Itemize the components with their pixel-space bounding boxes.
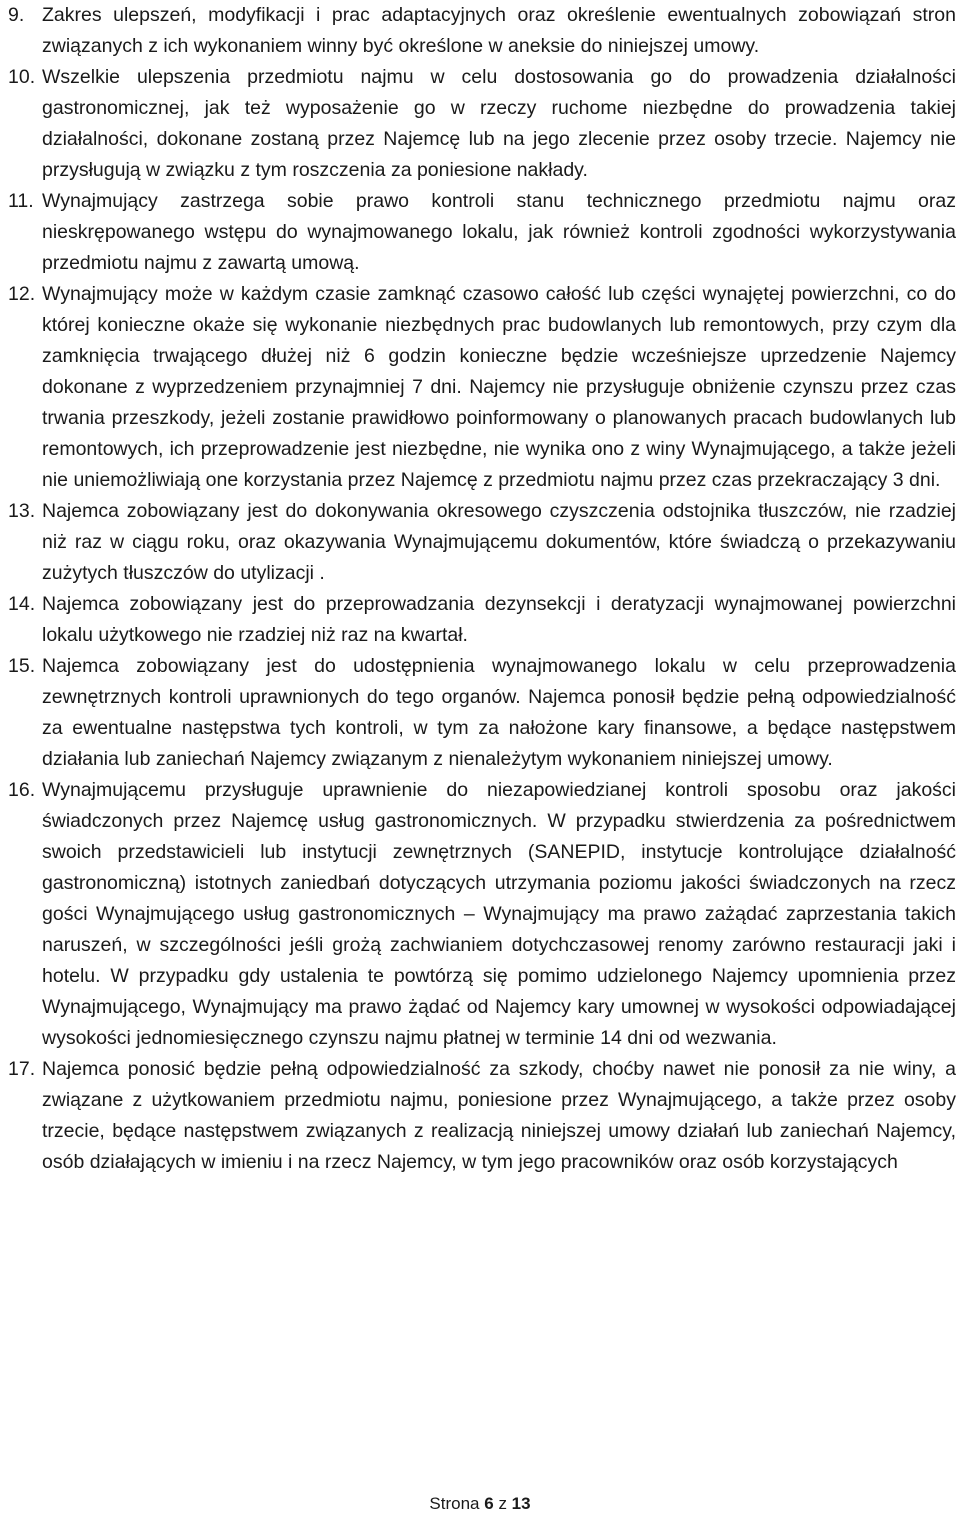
clause-10 — [8, 62, 956, 186]
clause-text: Wszelkie ulepszenia przedmiotu najmu w celu dostosowania go do prowadzenia działalności gastronomicznej, jak też wyposażenie go w rzeczy ruchome niezbędne do prowadzenia takiej działalności, dokonane zostaną przez Najemcę lub na jego zlecenie przez osoby trzecie. Najemcy nie przysługują w związku z tym roszczenia za poniesione nakłady. — [42, 66, 956, 181]
clause-number: 11. — [8, 190, 34, 212]
clause-number: 13. — [8, 500, 36, 522]
page-separator: z — [498, 1494, 507, 1513]
document-body — [8, 0, 956, 1178]
clause-number: 10. — [8, 66, 36, 88]
clause-17 — [8, 1054, 956, 1178]
clause-text: Najemca zobowiązany jest do udostępnienia wynajmowanego lokalu w celu przeprowadzenia zewnętrznych kontroli uprawnionych do tego organów. Najemca ponosił będzie pełną odpowiedzialność za ewentualne następstwa tych kontroli, w tym za nałożone kary finansowe, a będące następstwem działania lub zaniechań Najemcy związanym z nienależytym wykonaniem niniejszej umowy. — [42, 655, 956, 770]
clause-number: 17. — [8, 1058, 36, 1080]
clause-12 — [8, 279, 956, 496]
clause-text: Wynajmujący zastrzega sobie prawo kontroli stanu technicznego przedmiotu najmu oraz nieskrępowanego wstępu do wynajmowanego lokalu, jak również kontroli zgodności wykorzystywania przedmiotu najmu z zawartą umową. — [42, 190, 956, 274]
clause-text: Najemca zobowiązany jest do dokonywania okresowego czyszczenia odstojnika tłuszczów, nie rzadziej niż raz w ciągu roku, oraz okazywania Wynajmującemu dokumentów, które świadczą o przekazywaniu zużytych tłuszczów do utylizacji . — [42, 500, 956, 584]
clause-number: 15. — [8, 655, 36, 677]
clause-number: 9. — [8, 4, 25, 26]
clause-number: 14. — [8, 593, 36, 615]
page-current: 6 — [484, 1494, 494, 1513]
clause-text: Najemca zobowiązany jest do przeprowadzania dezynsekcji i deratyzacji wynajmowanej powierzchni lokalu użytkowego nie rzadziej niż raz na kwartał. — [42, 593, 956, 646]
clause-14 — [8, 589, 956, 651]
page-footer — [0, 1494, 960, 1514]
clause-text: Wynajmującemu przysługuje uprawnienie do niezapowiedzianej kontroli sposobu oraz jakości świadczonych przez Najemcę usług gastronomicznych. W przypadku stwierdzenia za pośrednictwem swoich przedstawicieli lub instytucji zewnętrznych (SANEPID, instytucje kontrolujące działalność gastronomiczną) istotnych zaniedbań dotyczących utrzymania poziomu jakości świadczonych na rzecz gości Wynajmującego usług gastronomicznych – Wynajmujący ma prawo zażądać zaprzestania takich naruszeń, w szczególności jeśli grożą zachwianiem dotychczasowej renomy zarówno restauracji jaki i hotelu. W przypadku gdy ustalenia te powtórzą się pomimo udzielonego Najemcy upomnienia przez Wynajmującego, Wynajmujący ma prawo żądać od Najemcy kary umownej w wysokości odpowiadającej wysokości jednomiesięcznego czynszu najmu płatnej w terminie 14 dni od wezwania. — [42, 779, 956, 1049]
clause-15 — [8, 651, 956, 775]
clause-16 — [8, 775, 956, 1054]
clause-13 — [8, 496, 956, 589]
clause-text: Najemca ponosić będzie pełną odpowiedzialność za szkody, choćby nawet nie ponosił za nie winy, a związane z użytkowaniem przedmiotu najmu, poniesione przez Wynajmującego, a także przez osoby trzecie, będące następstwem związanych z realizacją niniejszej umowy działań lub zaniechań Najemcy, osób działających w imieniu i na rzecz Najemcy, w tym jego pracowników oraz osób korzystających — [42, 1058, 956, 1173]
clause-9 — [8, 0, 956, 62]
page-label: Strona — [429, 1494, 480, 1513]
page-total: 13 — [511, 1494, 531, 1513]
clause-text: Wynajmujący może w każdym czasie zamknąć czasowo całość lub części wynajętej powierzchni, co do której konieczne okaże się wykonanie niezbędnych prac budowlanych lub remontowych, przy czym dla zamknięcia trwającego dłużej niż 6 godzin konieczne będzie wcześniejsze uprzedzenie Najemcy dokonane z wyprzedzeniem przynajmniej 7 dni. Najemcy nie przysługuje obniżenie czynszu przez czas trwania przeszkody, jeżeli zostanie prawidłowo poinformowany o planowanych pracach budowlanych lub remontowych, ich przeprowadzenie jest niezbędne, nie wynika ono z winy Wynajmującego, a także jeżeli nie uniemożliwiają one korzystania przez Najemcę z przedmiotu najmu przez czas przekraczający 3 dni. — [42, 283, 956, 491]
clause-11 — [8, 186, 956, 279]
clause-number: 16. — [8, 779, 36, 801]
clause-text: Zakres ulepszeń, modyfikacji i prac adaptacyjnych oraz określenie ewentualnych zobowiązań stron związanych z ich wykonaniem winny być określone w aneksie do niniejszej umowy. — [42, 4, 956, 57]
clause-number: 12. — [8, 283, 36, 305]
